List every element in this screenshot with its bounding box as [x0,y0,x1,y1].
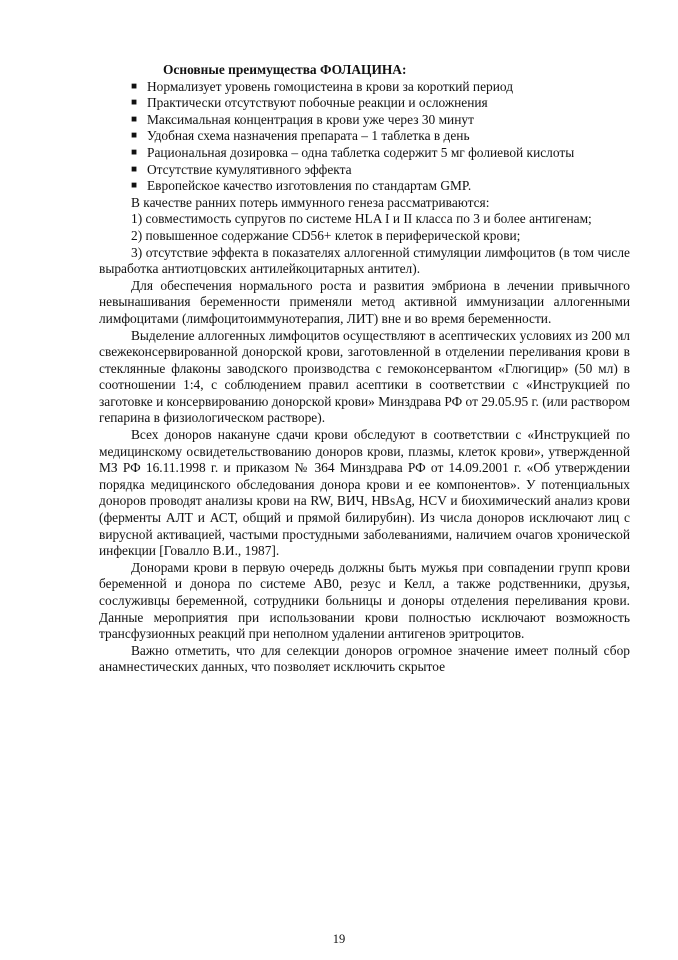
page-content [99,62,630,676]
paragraph: 3) отсутствие эффекта в показателях аллогенной стимуляции лимфоцитов (в том числе выработка антиотцовских антилейкоцитарных антител). [99,244,630,277]
bullet-square-icon: ■ [131,113,138,125]
paragraph: Важно отметить, что для селекции доноров огромное значение имеет полный сбор анамнестических данных, что позволяет исключить скрытое [99,642,630,675]
list-item: ■ Отсутствие кумулятивного эффекта [131,161,352,177]
paragraph: Всех доноров накануне сдачи крови обследуют в соответствии с «Инструкцией по медицинскому освидетельствованию доноров крови, плазмы, клеток крови», утвержденной МЗ РФ 16.11.1998 г. и приказом № 364 Минздрава РФ от 14.09.2001 г. «Об утверждении порядка медицинского обследования донора крови и ее компонентов». У потенциальных доноров проводят анализы крови на RW, ВИЧ, HBsAg, HCV и биохимический анализ крови (ферменты АЛТ и АСТ, общий и прямой билирубин). Из числа доноров исключают лиц с вирусной активацией, частыми простудными заболеваниями, наличием очагов хронической инфекции [Говалло В.И., 1987]. [99,427,630,559]
advantages-list [99,79,630,195]
bullet-square-icon: ■ [131,97,138,109]
paragraph: Донорами крови в первую очередь должны быть мужья при совпадении групп крови беременной и донора по системе АВ0, резус и Келл, а также родственники, друзья, сослуживцы беременной, сотрудники больницы и доноры отделения переливания крови. Данные мероприятия при использовании крови полностью исключают возможность трансфузионных реакций при неполном удалении антигенов эритроцитов. [99,559,630,642]
bullet-square-icon: ■ [131,146,138,158]
list-item: ■ Нормализует уровень гомоцистеина в крови за короткий период [131,78,514,94]
paragraph: 2) повышенное содержание CD56+ клеток в периферической крови; [131,227,521,243]
paragraph: Для обеспечения нормального роста и развития эмбриона в лечении привычного невынашивания беременности применяли метод активной иммунизации аллогенными лимфоцитами (лимфоцитоиммунотерапия, ЛИТ) вне и во время беременности. [99,277,630,326]
paragraph: Выделение аллогенных лимфоцитов осуществляют в асептических условиях из 200 мл свежеконсервированной донорской крови, заготовленной в отделении переливания крови в стеклянные флаконы заводского производства с гемоконсервантом «Глюгицир» (50 мл) в соотношении 1:4, с соблюдением правил асептики в соответствии с «Инструкцией по заготовке и консервированию донорской крови» Минздрава РФ от 29.05.95 г. (или раствором гепарина в физиологическом растворе). [99,327,630,426]
bullet-square-icon: ■ [131,80,138,92]
list-item: ■ Практически отсутствуют побочные реакции и осложнения [131,95,488,111]
bullet-square-icon: ■ [131,130,138,142]
section-heading: Основные преимущества ФОЛАЦИНА: [163,62,407,77]
bullet-square-icon: ■ [131,163,138,175]
list-item: ■ Европейское качество изготовления по стандартам GMP. [131,178,472,194]
list-item: ■ Удобная схема назначения препарата – 1 таблетка в день [131,128,470,144]
paragraph: В качестве ранних потерь иммунного генеза рассматриваются: [131,194,490,210]
list-item: ■ Рациональная дозировка – одна таблетка содержит 5 мг фолиевой кислоты [131,144,575,160]
page-number: 19 [332,932,346,946]
list-item: ■ Максимальная концентрация в крови уже через 30 минут [131,111,474,127]
paragraph: 1) совместимость супругов по системе HLA I и II класса по 3 и более антигенам; [131,211,592,227]
bullet-square-icon: ■ [131,180,138,192]
